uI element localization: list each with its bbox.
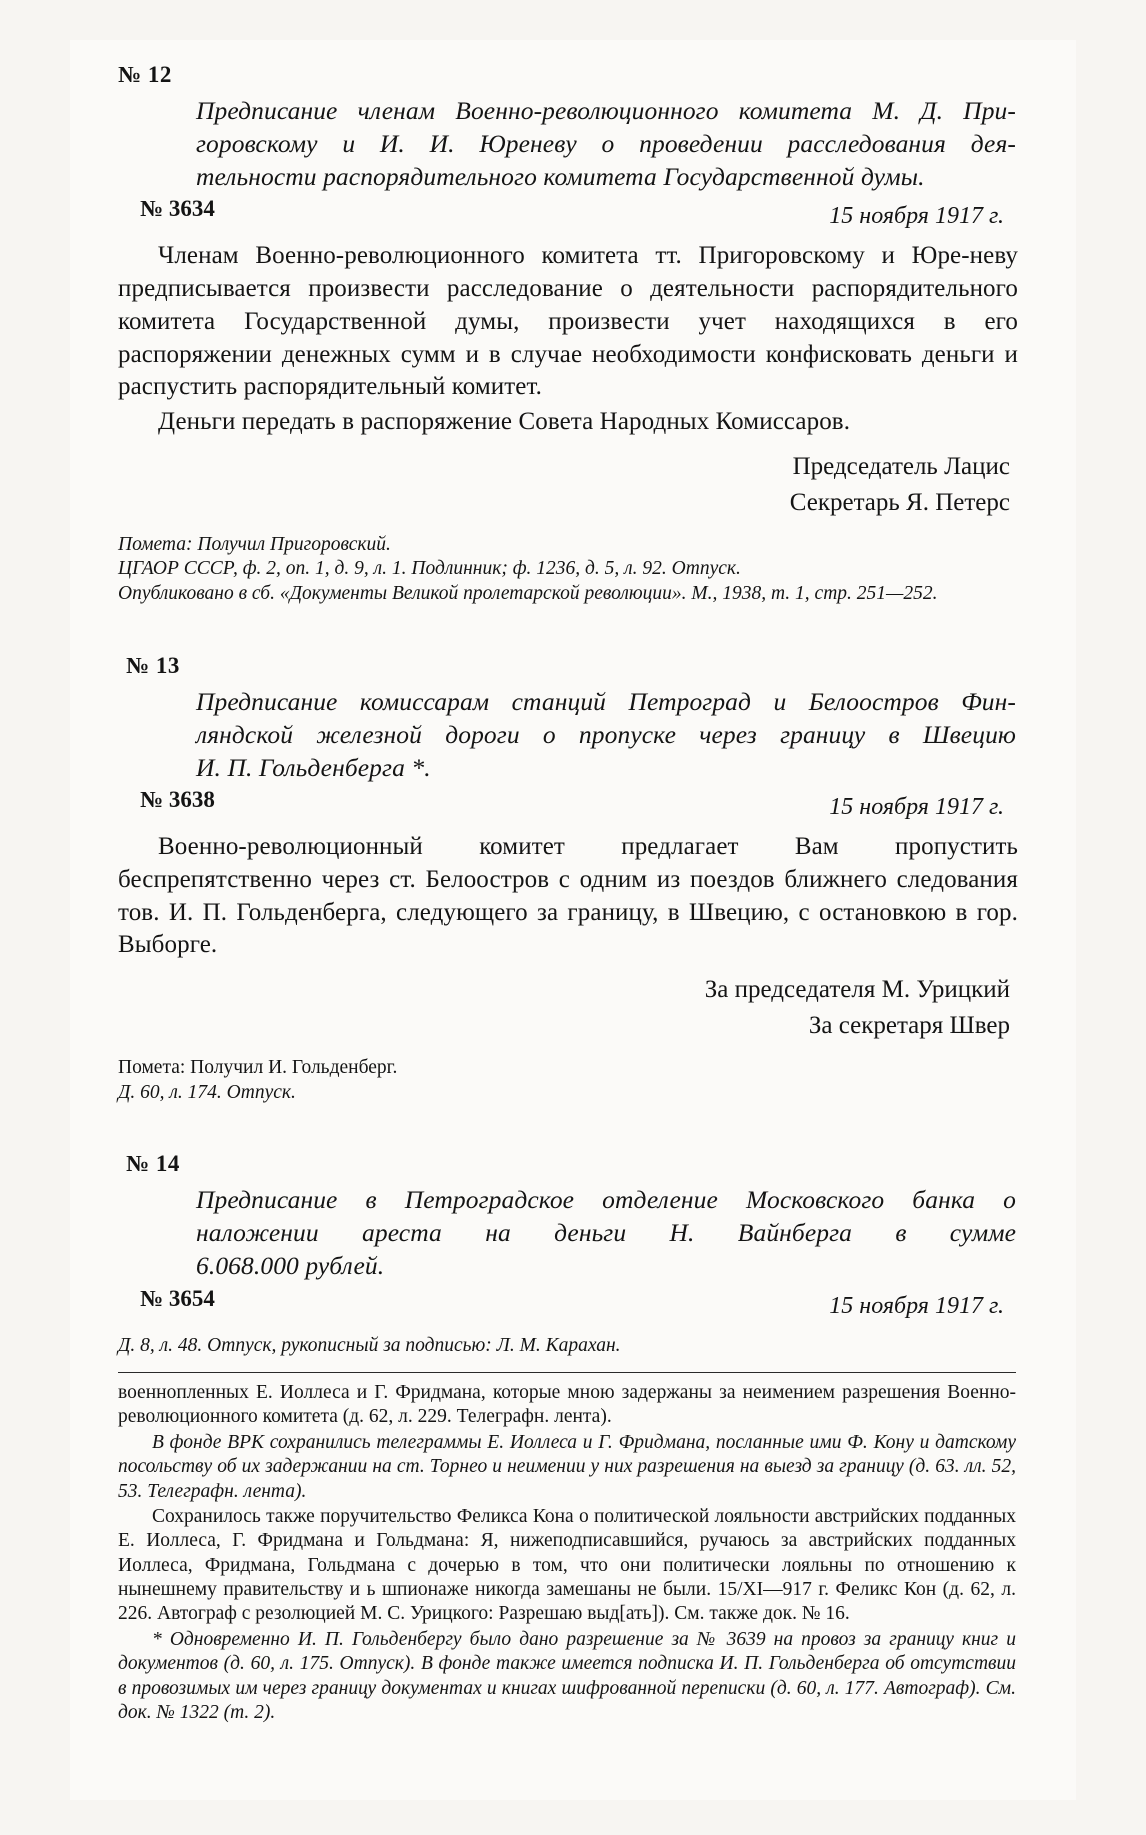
footnote-item: В фонде ВРК сохранились телеграммы Е. Иоллеса и Г. Фридмана, посланные ими Ф. Кону и датскому посольству об их задержании на ст. Торнео и неимении у них разрешения на выезд за границу (д. 63. лл. 52, 53. Телеграфн. лента). xyxy=(118,1431,1016,1502)
document-title xyxy=(196,94,1016,193)
footnote-starred: * Одновременно И. П. Гольденбергу было дано разрешение за № 3639 на провоз за границу книг и документов (д. 60, л. 175. Отпуск). В фонде также имеется подписка И. П. Гольденберга об отсутствии в провозимых им через границу документах и книгах шифрованной переписки (д. 60, л. 177. Автограф). См. док. № 1322 (т. 2). xyxy=(118,1628,1016,1723)
footnote-continuation: военнопленных Е. Иоллеса и Г. Фридмана, которые мною задержаны за неимением разрешения Военно-революционного комитета (д. 62, л. 229. Телеграфн. лента). xyxy=(118,1382,1016,1428)
title-line: ляндской железной дороги о пропуске через границу в Швецию xyxy=(196,719,1016,749)
document-date: 15 ноября 1917 г. xyxy=(829,203,1004,230)
document-content xyxy=(118,62,1018,1358)
title-line: наложении ареста на деньги Н. Вайнберга в сумме xyxy=(196,1218,1016,1248)
note-archive-ref: ЦГАОР СССР, ф. 2, оп. 1, д. 9, л. 1. Подлинник; ф. 1236, д. 5, л. 92. Отпуск. xyxy=(118,558,741,580)
note-archive-ref: Д. 60, л. 174. Отпуск. xyxy=(118,1081,296,1103)
title-line: Предписание членам Военно-революционного комитета М. Д. При- xyxy=(196,96,1016,125)
document-12 xyxy=(118,62,1018,607)
document-14 xyxy=(118,1151,1018,1358)
title-line: Предписание в Петроградское отделение Московского банка о xyxy=(196,1185,1016,1215)
document-title xyxy=(196,685,1016,784)
document-paragraph: Деньги передать в распоряжение Совета Народных Комиссаров. xyxy=(158,408,851,436)
archive-note xyxy=(118,1334,1018,1359)
note-pometa: Помета: Получил И. Гольденберг. xyxy=(118,1057,398,1079)
section-gap xyxy=(118,1105,1018,1151)
title-line: Предписание комиссарам станций Петроград и Белоостров Фин- xyxy=(196,686,1016,716)
note-archive-ref: Д. 8, л. 48. Отпуск, рукописный за подписью: Л. М. Карахан. xyxy=(118,1334,621,1356)
document-title xyxy=(196,1183,1016,1282)
signature-chairman: За председателя М. Урицкий xyxy=(704,976,1010,1004)
title-line: тельности распорядительного комитета Государственной думы. xyxy=(196,162,925,192)
document-reg-number: № 3638 xyxy=(140,787,215,813)
document-paragraph: Военно-революционный комитет предлагает Вам пропустить беспрепятственно через ст. Белоостров с одним из поездов ближнего следования тов. И. П. Гольденберга, следующего за границу, в Швецию, с остановкою в гор. Выборге. xyxy=(118,833,1018,959)
document-number: № 12 xyxy=(118,62,172,87)
signature-chairman: Председатель Лацис xyxy=(792,452,1010,480)
title-line: И. П. Гольденберга *. xyxy=(196,752,431,782)
archive-note xyxy=(118,1056,1018,1105)
document-date: 15 ноября 1917 г. xyxy=(829,1292,1004,1319)
title-line: горовскому и И. И. Юреневу о проведении расследования дея- xyxy=(196,129,1016,159)
note-pometa: Помета: Получил Пригоровский. xyxy=(118,533,391,555)
document-reg-number: № 3654 xyxy=(140,1285,215,1311)
footnote-block xyxy=(118,1372,1016,1726)
document-number: № 13 xyxy=(126,652,180,678)
footnote-item: Сохранилось также поручительство Феликса Кона о политической лояльности австрийских подданных Е. Иоллеса, Г. Фридмана и Гольдмана: Я, нижеподписавшийся, ручаюсь за австрийских подданных Иоллеса, Фридмана, Гольдмана с дочерью в том, что они политически лояльны по отношению к нынешнему правительству и ь шпионаже никогда замешаны не были. 15/XI—917 г. Феликс Кон (д. 62, л. 226. Автограф с резолюцией М. С. Урицкого: Разрешаю выд[ать]). См. также док. № 16. xyxy=(118,1505,1016,1625)
note-publication: Опубликовано в сб. «Документы Великой пролетарской революции». М., 1938, т. 1, стр. 251—252. xyxy=(118,583,938,605)
document-reg-number: № 3634 xyxy=(140,196,215,222)
document-number: № 14 xyxy=(126,1151,180,1177)
title-line: 6.068.000 рублей. xyxy=(196,1251,385,1281)
signature-secretary: За секретаря Швер xyxy=(808,1012,1010,1040)
document-13 xyxy=(118,653,1018,1106)
document-paragraph: Членам Военно-революционного комитета тт. Пригоровскому и Юре-неву предписывается произвести расследование о деятельности распорядительного комитета Государственной думы, произвести учет находящихся в его распоряжении денежных сумм и в случае необходимости конфисковать деньги и распустить распорядительный комитет. xyxy=(118,242,1018,401)
archive-note xyxy=(118,533,1018,607)
footnote-divider xyxy=(118,1372,1016,1373)
document-date: 15 ноября 1917 г. xyxy=(829,794,1004,821)
section-gap xyxy=(118,607,1018,653)
signature-secretary: Секретарь Я. Петерс xyxy=(789,488,1010,516)
